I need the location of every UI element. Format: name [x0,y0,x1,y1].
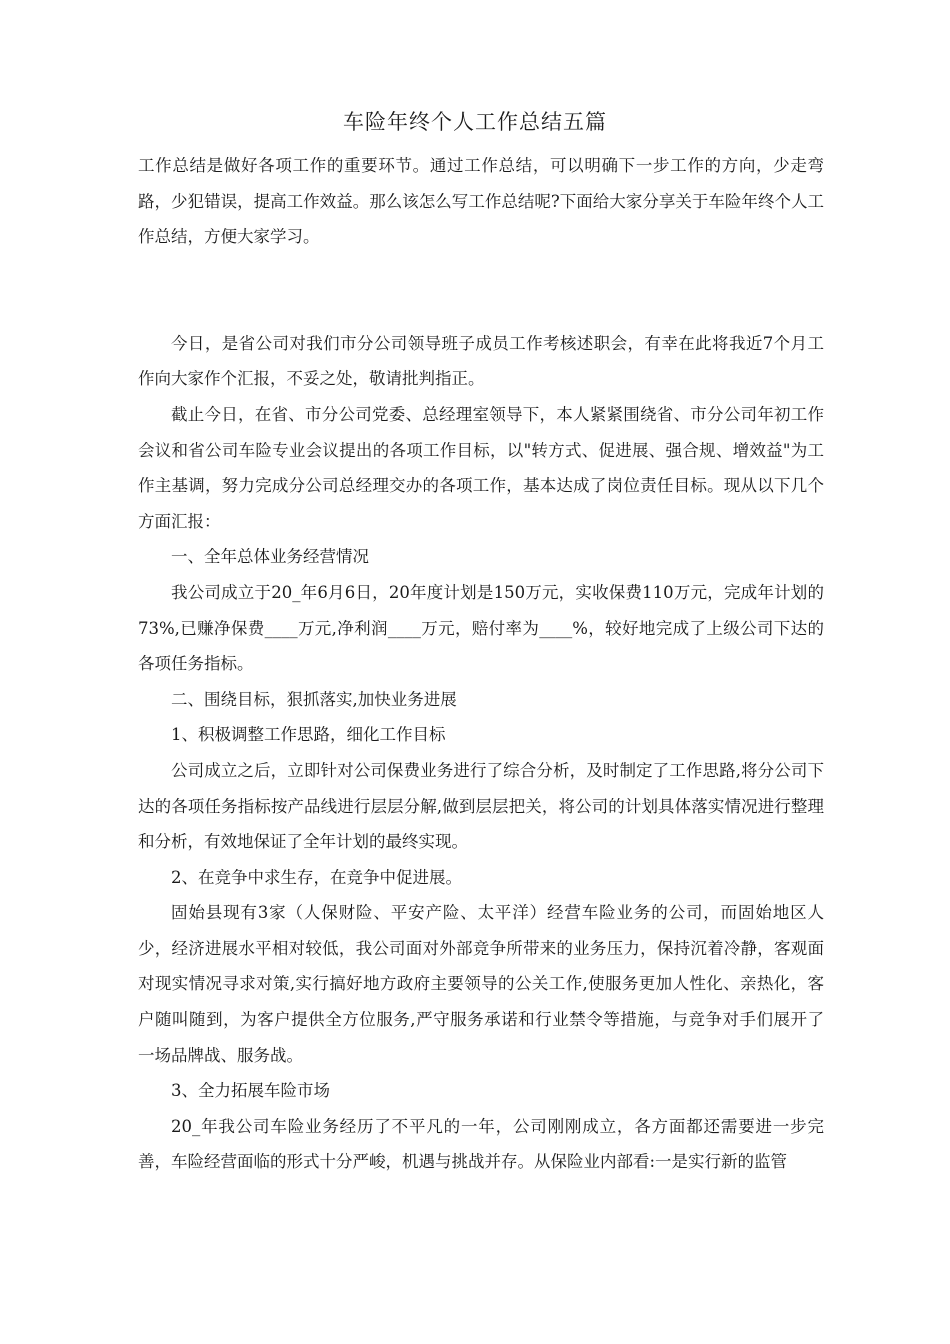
subheading-1: 1、积极调整工作思路，细化工作目标 [171,725,446,745]
document-title: 车险年终个人工作总结五篇 [343,110,607,134]
subheading-3: 3、全力拓展车险市场 [171,1081,330,1101]
document-body [138,148,824,1180]
section-heading-2: 二、围绕目标，狠抓落实,加快业务进展 [171,689,457,709]
paragraph-5: 固始县现有3家（人保财险、平安产险、太平洋）经营车险业务的公司，而固始地区人少，经济进展水平相对较低，我公司面对外部竞争所带来的业务压力，保持沉着冷静，客观面对现实情况寻求对策,实行搞好地方政府主要领导的公关工作,使服务更加人性化、亲热化，客户随叫随到，为客户提供全方位服务,严守服务承诺和行业禁令等措施，与竞争对手们展开了 一场品牌战、服务战。 [138,903,824,1065]
paragraph-1: 今日，是省公司对我们市分公司领导班子成员工作考核述职会，有幸在此将我近7个月工作向大家作个汇报，不妥之处，敬请批判指正。 [138,333,824,389]
paragraph-3: 我公司成立于20_年6月6日，20年度计划是150万元，实收保费110万元，完成年计划的73%,已赚净保费____万元,净利润____万元，赔付率为____%，较好地完成了上级公司下达的各项任务指标。 [138,582,824,674]
intro-paragraph: 工作总结是做好各项工作的重要环节。通过工作总结，可以明确下一步工作的方向，少走弯路，少犯错误，提高工作效益。那么该怎么写工作总结呢?下面给大家分享关于车险年终个人工作总结，方便大家学习。 [138,156,824,247]
paragraph-2: 截止今日，在省、市分公司党委、总经理室领导下，本人紧紧围绕省、市分公司年初工作会议和省公司车险专业会议提出的各项工作目标，以"转方式、促进展、强合规、增效益"为工作主基调，努力完成分公司总经理交办的各项工作，基本达成了岗位责任目标。现从以下几个方面汇报： [138,404,824,531]
paragraph-spacer [138,255,824,326]
subheading-2: 2、在竞争中求生存，在竞争中促进展。 [171,867,462,887]
paragraph-4: 公司成立之后，立即针对公司保费业务进行了综合分析，及时制定了工作思路,将分公司下达的各项任务指标按产品线进行层层分解,做到层层把关，将公司的计划具体落实情况进行整理和分析，有效地保证了全年计划的最终实现。 [138,760,824,852]
paragraph-6: 20_年我公司车险业务经历了不平凡的一年，公司刚刚成立，各方面都还需要进一步完善，车险经营面临的形式十分严峻，机遇与挑战并存。从保险业内部看:一是实行新的监管 [138,1116,824,1172]
section-heading-1: 一、全年总体业务经营情况 [171,547,369,567]
